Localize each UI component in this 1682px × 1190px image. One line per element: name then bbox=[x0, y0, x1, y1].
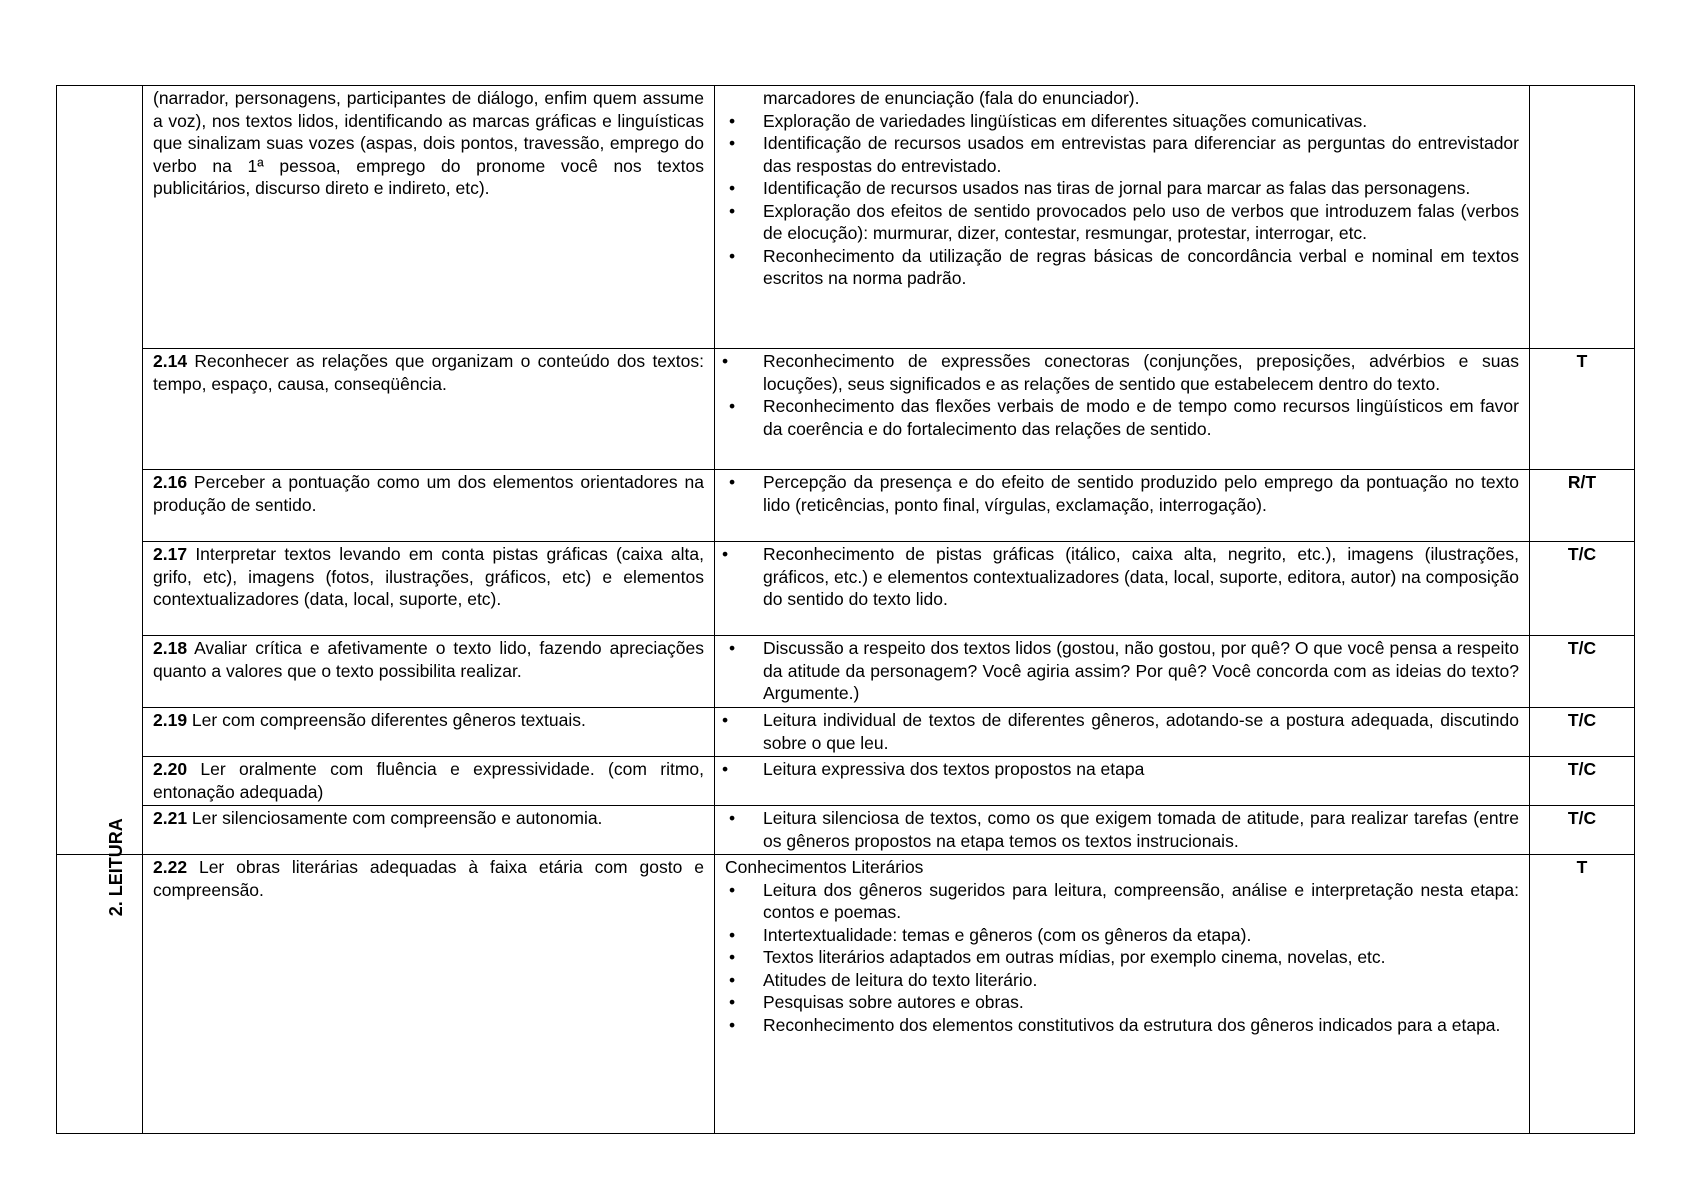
table-row bbox=[57, 470, 1635, 542]
skill-text: Interpretar textos levando em conta pistas gráficas (caixa alta, grifo, etc), imagens (fotos, ilustrações, gráficos, etc) e elementos contextualizadores (data, local, suporte, etc). bbox=[153, 544, 704, 609]
list-item: • Discussão a respeito dos textos lidos (gostou, não gostou, por quê? O que você pensa a respeito da atitude da personagem? Você agiria assim? Por quê? Você concorda com as ideias do texto? Argumente.) bbox=[725, 637, 1519, 705]
content-list bbox=[725, 637, 1519, 705]
skill-cell bbox=[143, 757, 715, 806]
table-row bbox=[57, 636, 1635, 708]
content-cell bbox=[715, 542, 1530, 636]
skill-text: (narrador, personagens, participantes de diálogo, enfim quem assume a voz), nos textos lidos, identificando as marcas gráficas e linguísticas que sinalizam suas vozes (aspas, dois pontos, travessão, emprego do verbo na 1ª pessoa, emprego do pronome você nos textos publicitários, discurso direto e indireto, etc). bbox=[153, 88, 704, 198]
list-item: • Leitura dos gêneros sugeridos para leitura, compreensão, análise e interpretação nesta etapa: contos e poemas. bbox=[725, 879, 1519, 924]
skill-number: 2.21 bbox=[153, 808, 188, 828]
list-item: • Reconhecimento das flexões verbais de modo e de tempo como recursos lingüísticos em favor da coerência e do fortalecimento das relações de sentido. bbox=[725, 395, 1519, 440]
skill-cell bbox=[143, 636, 715, 708]
content-list bbox=[725, 543, 1519, 611]
skill-number: 2.16 bbox=[153, 472, 188, 492]
table-row bbox=[57, 349, 1635, 470]
skill-cell bbox=[143, 708, 715, 757]
skill-text: Perceber a pontuação como um dos elementos orientadores na produção de sentido. bbox=[153, 472, 704, 515]
list-item: • Identificação de recursos usados nas tiras de jornal para marcar as falas das personagens. bbox=[725, 177, 1519, 200]
list-item: • Leitura individual de textos de diferentes gêneros, adotando-se a postura adequada, discutindo sobre o que leu. bbox=[725, 709, 1519, 754]
content-cell bbox=[715, 349, 1530, 470]
skill-number: 2.14 bbox=[153, 351, 188, 371]
code-cell bbox=[1530, 86, 1635, 349]
skill-cell bbox=[143, 349, 715, 470]
skill-text: Ler obras literárias adequadas à faixa etária com gosto e compreensão. bbox=[153, 857, 704, 900]
skill-cell bbox=[143, 470, 715, 542]
skill-number: 2.19 bbox=[153, 710, 188, 730]
axis-cell bbox=[57, 818, 143, 1134]
code-cell: T/C bbox=[1530, 806, 1635, 855]
code-cell: R/T bbox=[1530, 470, 1635, 542]
content-list bbox=[725, 110, 1519, 290]
content-list bbox=[725, 709, 1519, 754]
curriculum-table bbox=[56, 85, 1635, 1134]
skill-text: Ler oralmente com fluência e expressividade. (com ritmo, entonação adequada) bbox=[153, 759, 704, 802]
content-list bbox=[725, 395, 1519, 440]
axis-cell-empty bbox=[57, 86, 143, 855]
content-lead: Conhecimentos Literários bbox=[725, 857, 924, 877]
code-cell: T/C bbox=[1530, 757, 1635, 806]
skill-number: 2.17 bbox=[153, 544, 188, 564]
content-cell bbox=[715, 636, 1530, 708]
list-item: • Leitura silenciosa de textos, como os que exigem tomada de atitude, para realizar tarefas (entre os gêneros propostos na etapa temos os textos instrucionais. bbox=[725, 807, 1519, 852]
content-cell bbox=[715, 806, 1530, 855]
content-cell bbox=[715, 757, 1530, 806]
axis-label: 2. LEITURA bbox=[105, 818, 126, 917]
list-item: • Intertextualidade: temas e gêneros (com os gêneros da etapa). bbox=[725, 924, 1519, 947]
code-cell: T/C bbox=[1530, 636, 1635, 708]
skill-text: Ler com compreensão diferentes gêneros textuais. bbox=[187, 710, 586, 730]
list-item: • Reconhecimento de expressões conectoras (conjunções, preposições, advérbios e suas locuções), seus significados e as relações de sentido que estabelecem dentro do texto. bbox=[725, 350, 1519, 395]
list-item: • Reconhecimento de pistas gráficas (itálico, caixa alta, negrito, etc.), imagens (ilustrações, gráficos, etc.) e elementos contextualizadores (data, local, suporte, editora, autor) na composição do sentido do texto lido. bbox=[725, 543, 1519, 611]
list-item: • Textos literários adaptados em outras mídias, por exemplo cinema, novelas, etc. bbox=[725, 946, 1519, 969]
list-item: • Reconhecimento da utilização de regras básicas de concordância verbal e nominal em textos escritos na norma padrão. bbox=[725, 245, 1519, 290]
table-row bbox=[57, 855, 1635, 1134]
content-list bbox=[725, 471, 1519, 516]
list-item: • Exploração de variedades lingüísticas em diferentes situações comunicativas. bbox=[725, 110, 1519, 133]
list-item: • Pesquisas sobre autores e obras. bbox=[725, 991, 1519, 1014]
list-item: • Exploração dos efeitos de sentido provocados pelo uso de verbos que introduzem falas (verbos de elocução): murmurar, dizer, contestar, resmungar, protestar, interrogar, etc. bbox=[725, 200, 1519, 245]
list-item: • Leitura expressiva dos textos propostos na etapa bbox=[725, 758, 1519, 781]
table-row bbox=[57, 542, 1635, 636]
table-row bbox=[57, 806, 1635, 855]
skill-number: 2.20 bbox=[153, 759, 188, 779]
content-cell bbox=[715, 86, 1530, 349]
skill-cell bbox=[143, 855, 715, 1134]
content-cell bbox=[715, 470, 1530, 542]
skill-text: Ler silenciosamente com compreensão e autonomia. bbox=[187, 808, 603, 828]
skill-cell bbox=[143, 542, 715, 636]
content-lead: marcadores de enunciação (fala do enunciador). bbox=[763, 88, 1140, 108]
table-row bbox=[57, 86, 1635, 349]
code-cell: T bbox=[1530, 349, 1635, 470]
table-row bbox=[57, 757, 1635, 806]
code-cell: T/C bbox=[1530, 708, 1635, 757]
skill-number: 2.18 bbox=[153, 638, 188, 658]
content-list bbox=[725, 879, 1519, 1037]
list-item: • Percepção da presença e do efeito de sentido produzido pelo emprego da pontuação no texto lido (reticências, ponto final, vírgulas, exclamação, interrogação). bbox=[725, 471, 1519, 516]
content-list bbox=[725, 350, 1519, 395]
skill-cell bbox=[143, 86, 715, 349]
code-cell: T/C bbox=[1530, 542, 1635, 636]
content-list bbox=[725, 758, 1519, 781]
list-item: • Atitudes de leitura do texto literário. bbox=[725, 969, 1519, 992]
skill-text: Avaliar crítica e afetivamente o texto lido, fazendo apreciações quanto a valores que o texto possibilita realizar. bbox=[153, 638, 704, 681]
skill-text: Reconhecer as relações que organizam o conteúdo dos textos: tempo, espaço, causa, conseqüência. bbox=[153, 351, 704, 394]
skill-cell bbox=[143, 806, 715, 855]
list-item: • Reconhecimento dos elementos constitutivos da estrutura dos gêneros indicados para a etapa. bbox=[725, 1014, 1519, 1037]
content-list bbox=[725, 807, 1519, 852]
content-cell bbox=[715, 855, 1530, 1134]
list-item: • Identificação de recursos usados em entrevistas para diferenciar as perguntas do entrevistador das respostas do entrevistado. bbox=[725, 132, 1519, 177]
skill-number: 2.22 bbox=[153, 857, 188, 877]
code-cell: T bbox=[1530, 855, 1635, 1134]
content-cell bbox=[715, 708, 1530, 757]
table-row bbox=[57, 708, 1635, 757]
